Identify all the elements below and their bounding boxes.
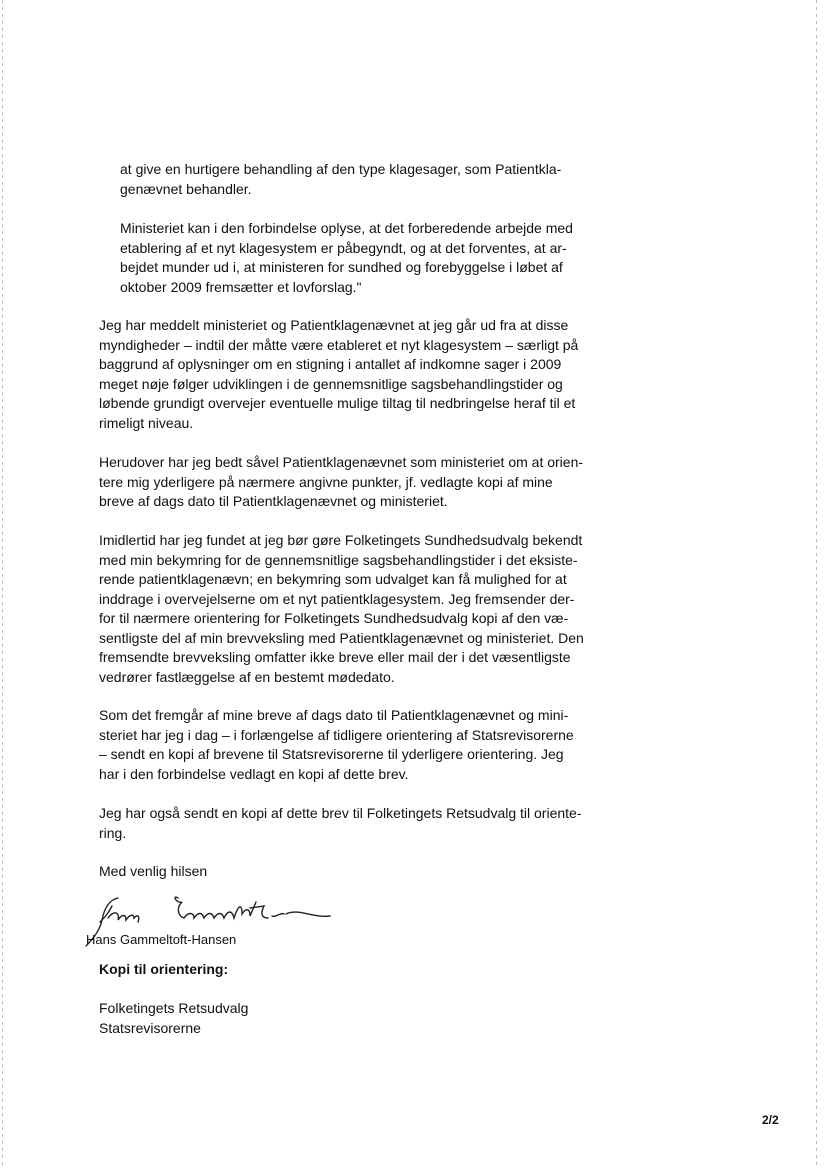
- scan-edge-right: [816, 0, 817, 1168]
- scan-edge-left: [2, 0, 3, 1168]
- body-paragraph-5: Jeg har også sendt en kopi af dette brev til Folketingets Retsudvalg til oriente- ring.: [99, 805, 582, 841]
- copy-recipients: [99, 999, 248, 1038]
- copy-recipient: Folketingets Retsudvalg: [99, 1000, 249, 1016]
- body-paragraph-3: Imidlertid har jeg fundet at jeg bør gøre Folketingets Sundhedsudvalg bekendt med min bekymring for de gennemsnitlige sagsbehandlingstider i det eksiste- rende patientklagenævn; en bekymring som udvalget kan få mulighed for at inddrage i overvejelserne om et nyt patientklagesystem. Jeg fremsender der- for til nærmere orientering for Folketingets Sundhedsudvalg kopi af den væ- sentligste del af min brevveksling med Patientklagenævnet og ministeriet. Den fremsendte brevveksling omfatter ikke breve eller mail der i det væsentligste vedrører fastlæggelse af en bestemt mødedato.: [99, 532, 584, 685]
- body-paragraph-2: Herudover har jeg bedt såvel Patientklagenævnet som ministeriet om at orien- tere mig yderligere på nærmere angivne punkter, jf. vedlagte kopi af mine breve af dags dato til Patientklagenævnet og ministeriet.: [99, 454, 584, 509]
- quote-paragraph-1: at give en hurtigere behandling af den type klagesager, som Patientkla- genævnet behandler.: [120, 161, 562, 197]
- body-paragraph-4: Som det fremgår af mine breve af dags dato til Patientklagenævnet og mini- steriet har jeg i dag – i forlængelse af tidligere orientering af Statsrevisorerne – sendt en kopi af brevene til Statsrevisorerne til yderligere orientering. Jeg har i den forbindelse vedlagt en kopi af dette brev.: [99, 707, 574, 782]
- copy-recipient: Statsrevisorerne: [99, 1019, 201, 1036]
- page-number: 2/2: [762, 1113, 779, 1127]
- body-paragraph-1: Jeg har meddelt ministeriet og Patientklagenævnet at jeg går ud fra at disse myndigheder – indtil der måtte være etableret et nyt klagesystem – særligt på baggrund af oplysninger om en stigning i antallet af indkomne sager i 2009 meget nøje følger udviklingen i de gennemsnitlige sagsbehandlingstider og løbende grundigt overvejer eventuelle mulige tiltag til nedbringelse heraf til et rimeligt niveau.: [99, 317, 579, 431]
- signatory-name: Hans Gammeltoft-Hansen: [86, 932, 237, 947]
- copy-heading: Kopi til orientering:: [99, 961, 229, 977]
- quote-paragraph-2: Ministeriet kan i den forbindelse oplyse, at det forberedende arbejde med etablering af et nyt klagesystem er påbegyndt, og at det forventes, at ar- bejdet munder ud i, at ministeren for sundhed og forebyggelse i løbet af oktober 2009 fremsætter et lovforslag.": [120, 220, 573, 295]
- greeting: Med venlig hilsen: [99, 863, 208, 879]
